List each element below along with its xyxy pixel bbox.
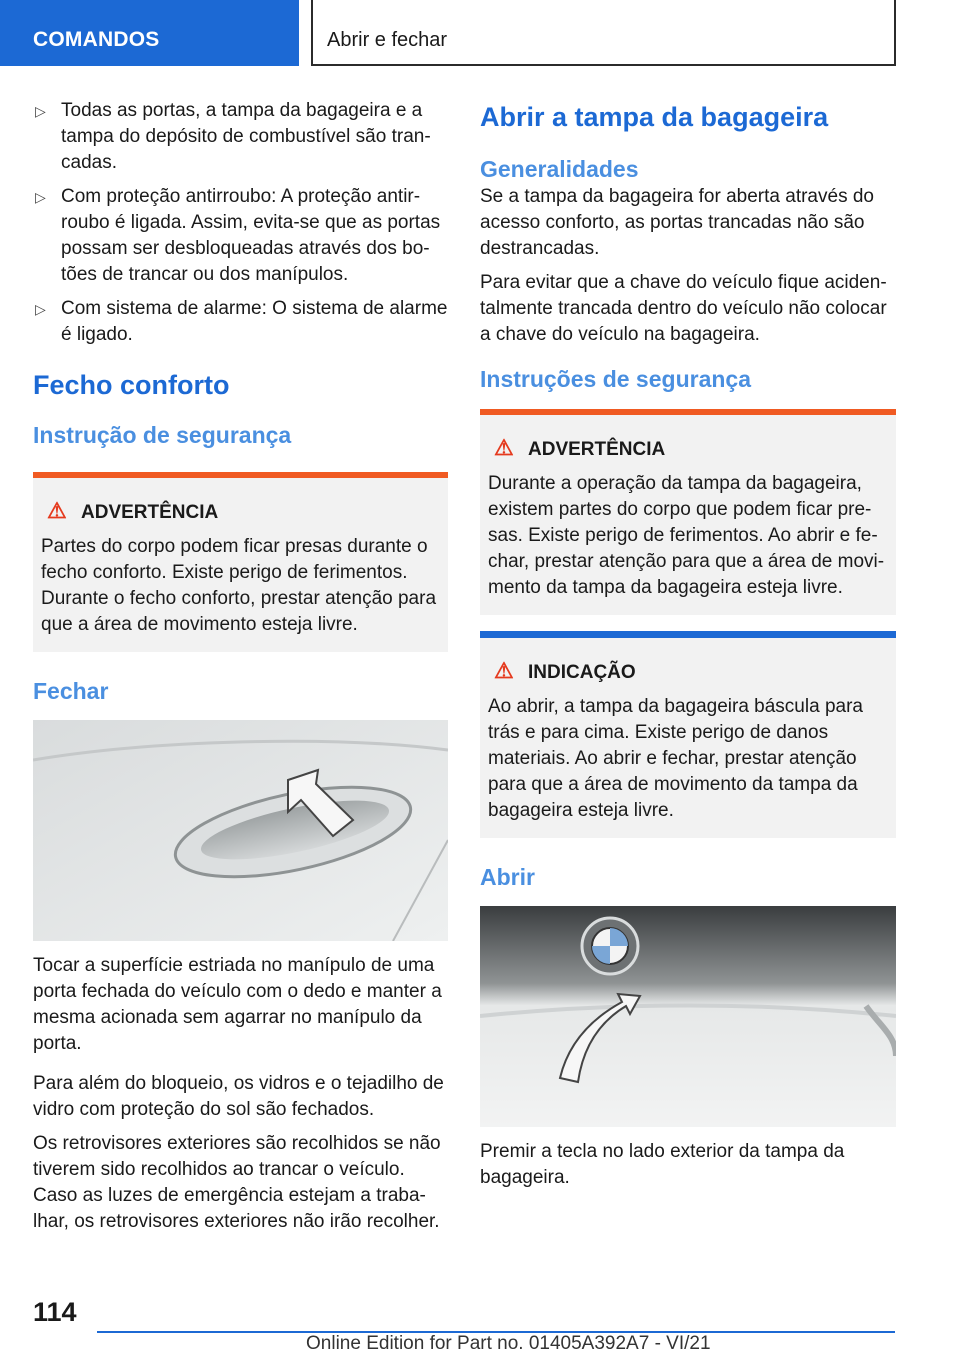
paragraph: Tocar a superfície estriada no manípulo de uma porta fechada do veículo com o dedo e manter a mesma acionada sem agarrar no manípulo da porta. bbox=[33, 955, 442, 1054]
list-item: ▷ Com sistema de alarme: O sistema de alarme é ligado. bbox=[35, 298, 448, 345]
warning-triangle-icon: ⚠ bbox=[47, 498, 67, 523]
bullet-list bbox=[33, 98, 448, 348]
chapter-header bbox=[311, 0, 896, 66]
list-item: ▷ Com proteção antirroubo: A proteção antirroubo é ligada. Assim, evita-se que as portas possam ser desbloqueadas através dos botões de trancar ou dos manípulos. bbox=[35, 186, 441, 285]
paragraph: Para além do bloqueio, os vidros e o tejadilho de vidro com proteção do sol são fechados. bbox=[33, 1073, 444, 1120]
triangle-right-icon: ▷ bbox=[35, 103, 46, 119]
heading-comfort-close: Fecho conforto bbox=[33, 370, 230, 400]
paragraph: Premir a tecla no lado exterior da tampa da bagageira. bbox=[480, 1141, 845, 1188]
section-title: COMANDOS bbox=[33, 28, 160, 51]
note-title: ⚠ INDICAÇÃO bbox=[488, 658, 888, 686]
heading-open: Abrir bbox=[480, 864, 535, 890]
paragraph: Os retrovisores exteriores são recolhidos se não tiverem sido recolhidos ao trancar o veículo. Caso as luzes de emergência estejam a trabalhar, os retrovisores exteriores não irão recolher. bbox=[33, 1133, 441, 1232]
door-handle-image bbox=[33, 720, 448, 941]
warning-triangle-icon: ⚠ bbox=[494, 435, 514, 460]
warning-title: ⚠ ADVERTÊNCIA bbox=[41, 498, 440, 526]
trunk-button-image bbox=[480, 906, 896, 1127]
note-box bbox=[480, 631, 896, 838]
triangle-right-icon: ▷ bbox=[35, 189, 46, 205]
warning-text: Partes do corpo podem ficar presas durante o fecho conforto. Existe perigo de ferimentos. Durante o fecho conforto, prestar atenção para que a área de movimento esteja livre. bbox=[41, 536, 437, 635]
warning-title: ⚠ ADVERTÊNCIA bbox=[488, 435, 888, 463]
right-column bbox=[480, 98, 896, 1199]
warning-box bbox=[480, 409, 896, 615]
left-column bbox=[33, 98, 448, 1243]
note-text: Ao abrir, a tampa da bagageira báscula para trás e para cima. Existe perigo de danos materiais. Ao abrir e fechar, prestar atenção para que a área de movimento da tampa da bagageira esteja livre. bbox=[488, 696, 863, 821]
list-item: ▷ Todas as portas, a tampa da bagageira e a tampa do depósito de combustível são trancadas. bbox=[35, 100, 431, 173]
footer-edition: Online Edition for Part no. 01405A392A7 - VI/21 bbox=[306, 1333, 711, 1354]
heading-safety-instruction: Instrução de segurança bbox=[33, 422, 292, 448]
heading-safety-instructions: Instruções de segurança bbox=[480, 366, 751, 392]
triangle-right-icon: ▷ bbox=[35, 301, 46, 317]
warning-box bbox=[33, 472, 448, 652]
heading-open-trunk: Abrir a tampa da bagageira bbox=[480, 102, 829, 132]
heading-general: Generalidades bbox=[480, 156, 639, 182]
paragraph: Se a tampa da bagageira for aberta através do acesso conforto, as portas trancadas não são destrancadas. bbox=[480, 186, 874, 259]
paragraph: Para evitar que a chave do veículo fique acidentalmente trancada dentro do veículo não colocar a chave do veículo na bagageira. bbox=[480, 272, 887, 345]
warning-triangle-icon: ⚠ bbox=[494, 658, 514, 683]
page-number: 114 bbox=[33, 1297, 77, 1327]
warning-text: Durante a operação da tampa da bagageira, existem partes do corpo que podem ficar presas. Existe perigo de ferimentos. Ao abrir e fechar, prestar atenção para que a área de movimento da tampa da bagageira esteja livre. bbox=[488, 473, 885, 598]
chapter-title: Abrir e fechar bbox=[327, 29, 448, 51]
heading-close: Fechar bbox=[33, 678, 109, 704]
section-tab bbox=[0, 0, 299, 66]
